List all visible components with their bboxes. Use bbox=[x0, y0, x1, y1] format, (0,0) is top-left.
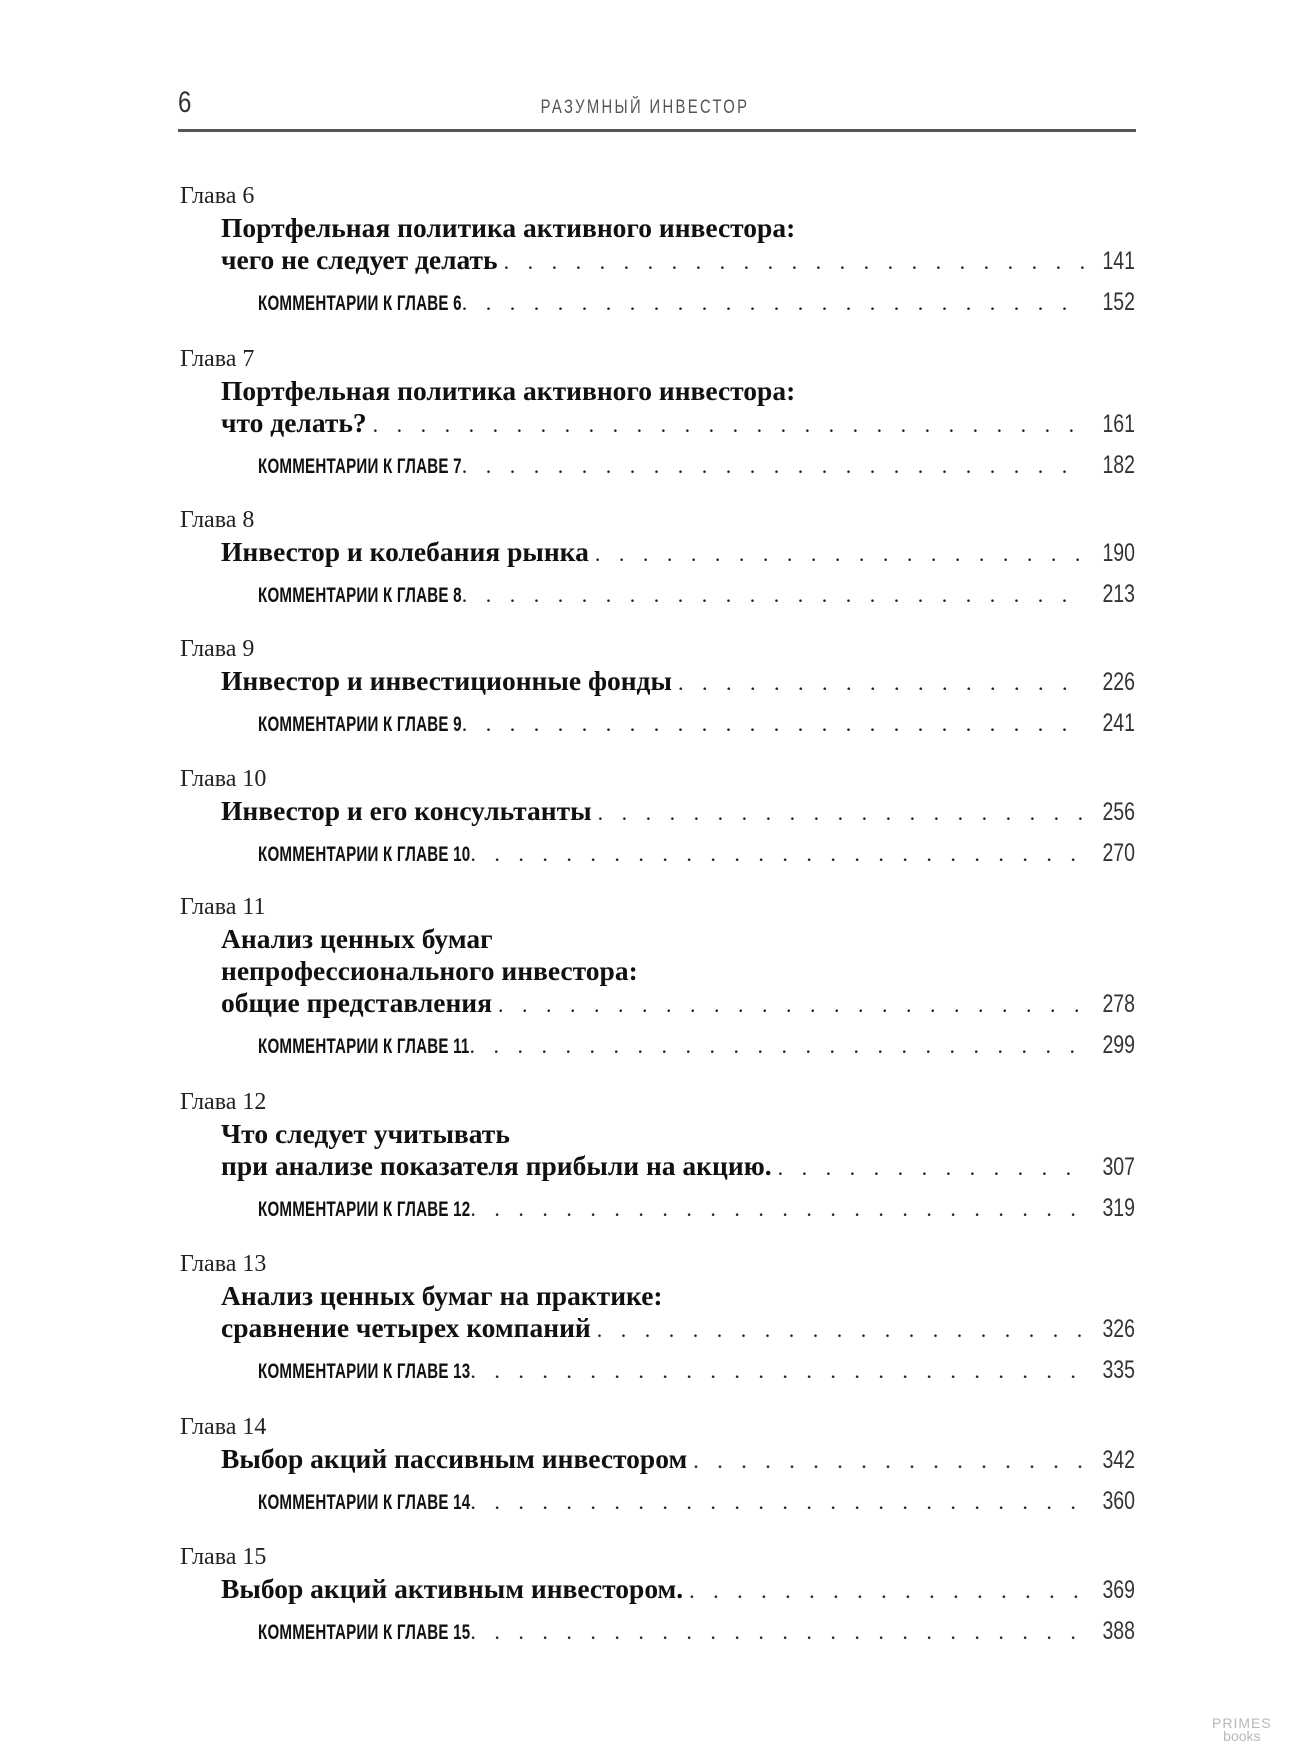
page-ref: 307 bbox=[1102, 1153, 1135, 1181]
toc-entry-comments[interactable] bbox=[258, 1029, 1135, 1061]
page-ref: 270 bbox=[1102, 839, 1135, 867]
dot-leader bbox=[678, 667, 1085, 699]
toc-chapter-11 bbox=[180, 891, 1135, 1061]
chapter-title-line: непрофессионального инвестора: bbox=[221, 955, 638, 986]
dot-leader bbox=[498, 989, 1085, 1021]
chapter-title-line: Инвестор и инвестиционные фонды bbox=[221, 665, 672, 696]
dot-leader bbox=[462, 450, 1085, 482]
toc-chapter-6 bbox=[180, 180, 1135, 318]
dot-leader bbox=[598, 797, 1085, 829]
page-ref: 326 bbox=[1102, 1315, 1135, 1343]
toc-entry-chapter[interactable] bbox=[221, 1150, 1135, 1182]
toc-entry-comments[interactable] bbox=[258, 837, 1135, 869]
toc-entry-comments[interactable] bbox=[258, 578, 1135, 610]
page-ref: 141 bbox=[1102, 247, 1135, 275]
comments-label: КОММЕНТАРИИ К ГЛАВЕ 11 bbox=[258, 1035, 470, 1058]
dot-leader bbox=[462, 708, 1085, 740]
page-ref: 161 bbox=[1102, 410, 1135, 438]
dot-leader bbox=[470, 838, 1085, 870]
toc-entry-chapter[interactable] bbox=[221, 987, 1135, 1019]
toc-entry-chapter[interactable] bbox=[221, 1312, 1135, 1344]
toc-chapter-7 bbox=[180, 343, 1135, 481]
chapter-label: Глава 12 bbox=[180, 1089, 267, 1115]
chapter-label: Глава 13 bbox=[180, 1251, 267, 1277]
toc-chapter-13 bbox=[180, 1248, 1135, 1386]
chapter-title-line: Инвестор и его консультанты bbox=[221, 795, 592, 826]
chapter-label: Глава 8 bbox=[180, 507, 255, 533]
header-rule bbox=[178, 129, 1136, 132]
page-ref: 299 bbox=[1102, 1031, 1135, 1059]
chapter-label: Глава 6 bbox=[180, 183, 255, 209]
chapter-label: Глава 10 bbox=[180, 766, 267, 792]
toc-entry-comments[interactable] bbox=[258, 1485, 1135, 1517]
toc-entry-chapter[interactable] bbox=[221, 536, 1135, 568]
chapter-label: Глава 15 bbox=[180, 1544, 267, 1570]
dot-leader bbox=[373, 409, 1085, 441]
comments-label: КОММЕНТАРИИ К ГЛАВЕ 14 bbox=[258, 1491, 471, 1514]
toc-chapter-15 bbox=[180, 1541, 1135, 1647]
comments-label: КОММЕНТАРИИ К ГЛАВЕ 10 bbox=[258, 843, 471, 866]
toc-entry-comments[interactable] bbox=[258, 286, 1135, 318]
page-ref: 152 bbox=[1102, 288, 1135, 316]
toc-entry-chapter[interactable] bbox=[221, 665, 1135, 697]
page-ref: 335 bbox=[1102, 1356, 1135, 1384]
chapter-title-line: Выбор акций активным инвестором. bbox=[221, 1573, 684, 1604]
page-ref: 213 bbox=[1102, 580, 1135, 608]
toc-entry-chapter[interactable] bbox=[221, 1573, 1135, 1605]
toc-chapter-10 bbox=[180, 763, 1135, 869]
toc-chapter-14 bbox=[180, 1411, 1135, 1517]
dot-leader bbox=[470, 1193, 1085, 1225]
toc-entry-chapter[interactable] bbox=[221, 795, 1135, 827]
toc-entry-comments[interactable] bbox=[258, 707, 1135, 739]
dot-leader bbox=[470, 1616, 1085, 1648]
toc-entry-comments[interactable] bbox=[258, 1192, 1135, 1224]
comments-label: КОММЕНТАРИИ К ГЛАВЕ 7 bbox=[258, 455, 462, 478]
page-number: 6 bbox=[178, 86, 192, 119]
chapter-title-line: Инвестор и колебания рынка bbox=[221, 536, 589, 567]
chapter-title-line: Анализ ценных бумаг на практике: bbox=[221, 1280, 663, 1311]
toc-entry-comments[interactable] bbox=[258, 1354, 1135, 1386]
chapter-title-line: Что следует учитывать bbox=[221, 1118, 510, 1149]
running-title: РАЗУМНЫЙ ИНВЕСТОР bbox=[540, 97, 750, 118]
comments-label: КОММЕНТАРИИ К ГЛАВЕ 13 bbox=[258, 1360, 471, 1383]
chapter-title-line: что делать? bbox=[221, 407, 367, 438]
page-ref: 278 bbox=[1102, 990, 1135, 1018]
toc-entry-chapter[interactable] bbox=[221, 244, 1135, 276]
page-ref: 369 bbox=[1102, 1576, 1135, 1604]
page-ref: 190 bbox=[1102, 539, 1135, 567]
chapter-title-line: Анализ ценных бумаг bbox=[221, 923, 493, 954]
comments-label: КОММЕНТАРИИ К ГЛАВЕ 15 bbox=[258, 1621, 471, 1644]
toc-entry-comments[interactable] bbox=[258, 1615, 1135, 1647]
page-ref: 241 bbox=[1102, 709, 1135, 737]
toc-chapter-8 bbox=[180, 504, 1135, 610]
dot-leader bbox=[595, 538, 1085, 570]
page-ref: 342 bbox=[1102, 1446, 1135, 1474]
page-ref: 226 bbox=[1102, 668, 1135, 696]
page-ref: 360 bbox=[1102, 1487, 1135, 1515]
dot-leader bbox=[504, 246, 1085, 278]
chapter-title-line: общие представления bbox=[221, 987, 493, 1018]
chapter-label: Глава 14 bbox=[180, 1414, 267, 1440]
page-ref: 256 bbox=[1102, 798, 1135, 826]
publisher-watermark-logo bbox=[1212, 1717, 1272, 1743]
watermark-line1: PRIMES bbox=[1212, 1715, 1272, 1731]
page-ref: 388 bbox=[1102, 1617, 1135, 1645]
page-ref: 319 bbox=[1102, 1194, 1135, 1222]
chapter-title-line: Портфельная политика активного инвестора: bbox=[221, 212, 796, 243]
comments-label: КОММЕНТАРИИ К ГЛАВЕ 9 bbox=[258, 713, 462, 736]
toc-chapter-12 bbox=[180, 1086, 1135, 1224]
toc-entry-chapter[interactable] bbox=[221, 407, 1135, 439]
dot-leader bbox=[778, 1152, 1085, 1184]
toc-entry-comments[interactable] bbox=[258, 449, 1135, 481]
dot-leader bbox=[689, 1575, 1085, 1607]
dot-leader bbox=[597, 1314, 1085, 1346]
chapter-label: Глава 11 bbox=[180, 894, 266, 920]
page-ref: 182 bbox=[1102, 451, 1135, 479]
toc-entry-chapter[interactable] bbox=[221, 1443, 1135, 1475]
toc-chapter-9 bbox=[180, 633, 1135, 739]
chapter-title-line: чего не следует делать bbox=[221, 244, 498, 275]
chapter-title-line: сравнение четырех компаний bbox=[221, 1312, 591, 1343]
chapter-title-line: при анализе показателя прибыли на акцию. bbox=[221, 1150, 772, 1181]
comments-label: КОММЕНТАРИИ К ГЛАВЕ 6 bbox=[258, 292, 462, 315]
chapter-label: Глава 7 bbox=[180, 346, 255, 372]
comments-label: КОММЕНТАРИИ К ГЛАВЕ 8 bbox=[258, 584, 462, 607]
dot-leader bbox=[693, 1445, 1085, 1477]
chapter-label: Глава 9 bbox=[180, 636, 255, 662]
dot-leader bbox=[470, 1030, 1086, 1062]
dot-leader bbox=[470, 1486, 1085, 1518]
comments-label: КОММЕНТАРИИ К ГЛАВЕ 12 bbox=[258, 1198, 471, 1221]
dot-leader bbox=[470, 1355, 1085, 1387]
chapter-title-line: Портфельная политика активного инвестора: bbox=[221, 375, 796, 406]
chapter-title-line: Выбор акций пассивным инвестором bbox=[221, 1443, 688, 1474]
watermark-line2: books bbox=[1223, 1728, 1261, 1744]
dot-leader bbox=[462, 579, 1085, 611]
dot-leader bbox=[462, 287, 1085, 319]
